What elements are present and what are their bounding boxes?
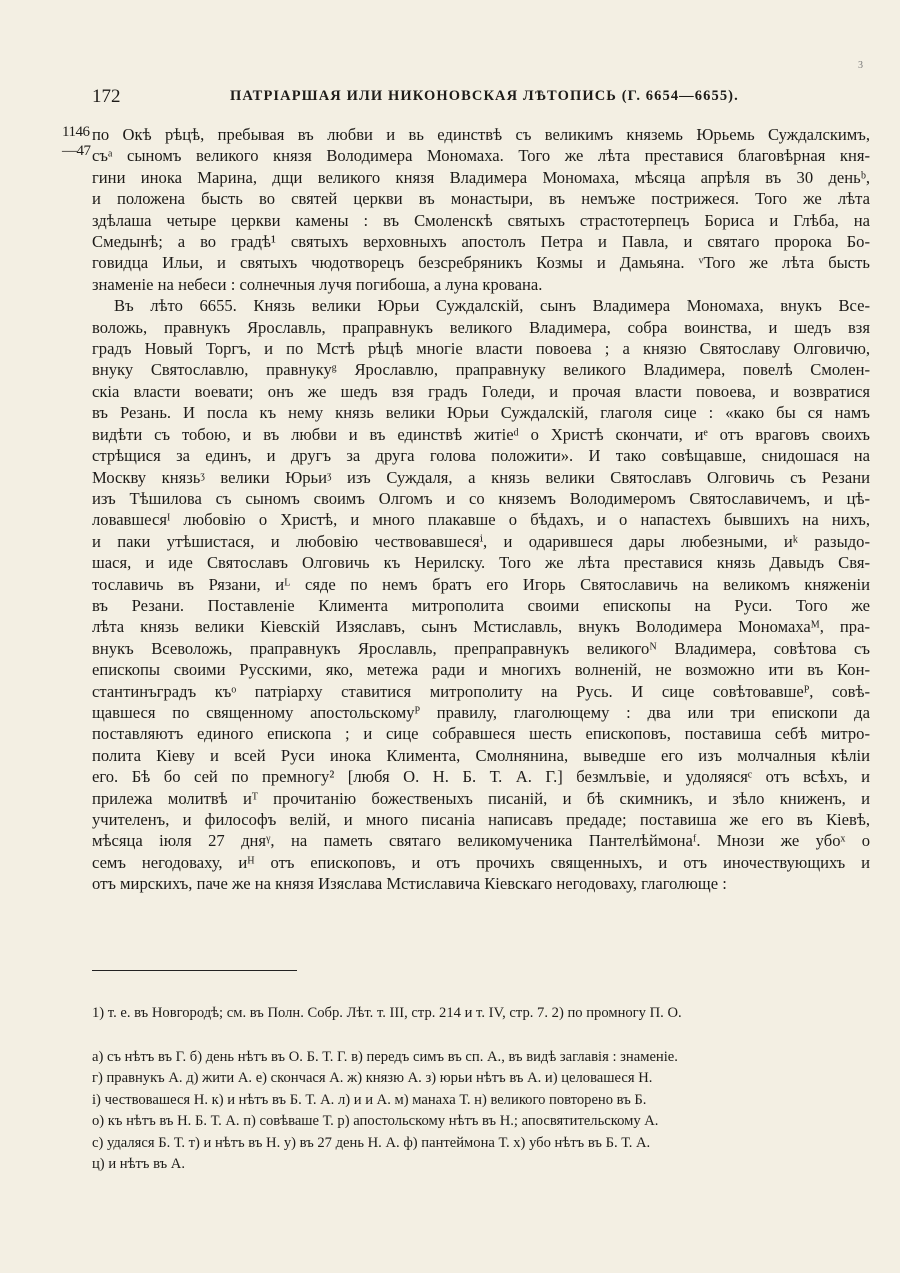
text-line: съᵃ сыномъ великого князя Володимера Мономаха. Того же лѣта преставися благовѣрная кня- [92, 146, 870, 166]
text-line: Въ лѣто 6655. Князь велики Юрьи Суждалскій, сынъ Владимера Мономаха, внукъ Все- [114, 296, 870, 316]
text-line: видѣти съ тобою, и въ любви и въ единствѣ житіеᵈ о Христѣ скончати, иᵉ отъ враговъ своихъ [92, 424, 870, 444]
text-line: стантинъградъ къᵒ патріарху ставитися митрополиту на Русь. И сице совѣтовавшеᴾ, совѣ- [92, 681, 870, 701]
text-line: его. Бѣ бо сей по премногу² [любя О. Н. Б. Т. А. Г.] безмлъвіе, и удоляясяᶜ отъ всѣхъ, и [92, 767, 870, 787]
text-line: градъ Новый Торгъ, и по Мстѣ рѣцѣ многіе власти повоева ; а князю Святославу Олговичю, [92, 339, 870, 359]
text-line: шася, и иде Святославъ Олговичь къ Нерилску. Того же лѣта преставися князь Давыдъ Свя- [92, 553, 870, 573]
page-number: 172 [92, 86, 121, 107]
text-line: воложь, правнукъ Ярославль, праправнукъ великого Владимера, собра воинства, и шедъ взя [92, 317, 870, 337]
text-line: полита Кіеву и всей Руси инока Климента, Смолнянина, выведше его изъ молчалныя кѣліи [92, 745, 870, 765]
text-line: мѣсяца іюля 27 дняᵞ, на паметь святаго великомученика Пантелѣймонаᶠ. Мнози же убоˣ о [92, 831, 870, 851]
text-line: говидца Ильи, и святыхъ чюдотворецъ безсребряникъ Козмы и Дамьяна. ᵛТого же лѣта бысть [92, 253, 870, 273]
text-line: изъ Тѣшилова съ сыномъ своимъ Олгомъ и со княземъ Володимеромъ Святославичемъ, и цѣ- [92, 488, 870, 508]
text-line: учителенъ, и философъ велій, и много писаніа написавъ предаде; поставиша же его въ Кіевѣ, [92, 810, 870, 829]
text-line: Смедынѣ; а во градѣ¹ святыхъ верховныхъ апостолъ Петра и Павла, и святаго пророка Бо- [92, 232, 870, 252]
text-line: стрѣщися за единъ, и другъ за друга голова положити». И тако совѣщавше, снидошася на [92, 446, 870, 466]
text-line: по Окѣ рѣцѣ, пребывая въ любви и вь единствѣ съ великимъ княземь Юрьемь Суждалскимъ, [92, 125, 870, 144]
text-line: отъ мирскихъ, паче же на князя Изяслава Мстиславича Кіевскаго негодоваху, глаголюще : [92, 874, 727, 894]
text-line: Москву князьᶾ велики Юрьиᶾ изъ Суждаля, а князь велики Святославъ Олговичь съ Резани [92, 467, 870, 487]
text-line: скіа власти воевати; онъ же шедъ взя градъ Голеди, и прочая власти повоева, и возвратися [92, 381, 870, 401]
text-line: гини инока Марина, дщи великого князя Владимера Мономаха, мѣсяца апрѣля въ 30 деньᵇ, [92, 167, 870, 187]
variant-line: і) чествовашеся Н. к) и нѣтъ въ Б. Т. А. л) и и А. м) манаха Т. н) великого повторено въ Б. [92, 1091, 647, 1108]
footnotes [92, 1003, 870, 1024]
text-line: щавшеся по священному апостольскомуᴾ правилу, глаголющему : два или три епископи да [92, 702, 870, 722]
variant-readings [92, 1047, 870, 1175]
text-line: тославичь въ Рязани, иᴸ сяде по немъ братъ его Игорь Святославичь на великомъ княженіи [92, 574, 870, 594]
text-line: лѣта князь велики Кіевскій Изяславъ, сынъ Мстиславль, внукъ Володимера Мономахаᴹ, пра- [92, 617, 870, 637]
variant-line: а) съ нѣтъ въ Г. б) день нѣтъ въ О. Б. Т. Г. в) передъ симъ въ сп. А., въ видѣ заглавія : знаменіе. [92, 1049, 678, 1065]
text-line: ловавшесяᴵ любовію о Христѣ, и много плакавше о бѣдахъ, и о напастехъ бывшихъ на нихъ, [92, 510, 870, 530]
text-line: поставляютъ единого епископа ; и сице собравшеся шесть епископовъ, поставиша себѣ митро- [92, 724, 870, 744]
text-line: епископы своими Русскими, яко, метежа ради и многихъ волненій, не возможно ити въ Кон- [92, 660, 870, 680]
text-line: и положена бысть во святей церкви въ монастыри, въ немъже пострижеся. Того же лѣта [92, 189, 870, 209]
text-line: внуку Святославлю, правнукуᵍ Ярославлю, праправнуку великого Владимера, повелѣ Смолен- [92, 360, 870, 380]
margin-year-end: —47 [62, 143, 91, 159]
footnote-rule [92, 970, 297, 971]
variant-line: ц) и нѣтъ въ А. [92, 1156, 185, 1173]
text-line: семъ негодоваху, иᴴ отъ епископовъ, и отъ прочихъ священныхъ, и отъ иночествующихъ и [92, 852, 870, 872]
text-line: и паки утѣшистася, и любовію чествовавшесяⁱ, и одарившеся дары любезными, иᵏ разыдо- [92, 531, 870, 551]
variant-line: с) удаляся Б. Т. т) и нѣтъ въ Н. у) въ 27 день Н. А. ф) пантеймона Т. х) убо нѣтъ въ Б. Т. А. [92, 1134, 651, 1151]
margin-year-start: 1146 [62, 124, 90, 140]
chronicle-text [92, 124, 870, 895]
footnote-line: 1) т. е. въ Новгородѣ; см. въ Полн. Собр. Лѣт. т. III, стр. 214 и т. IV, стр. 7. 2) по промногу П. О. [92, 1005, 682, 1021]
variant-line: о) къ нѣтъ въ Н. Б. Т. А. п) совѣваше Т. р) апостольскому нѣтъ въ Н.; апосвятительскому А. [92, 1113, 659, 1130]
text-line: внукъ Всеволожь, праправнукъ Ярославль, препраправнукъ великогоᴺ Владимера, совѣтова съ [92, 638, 870, 658]
variant-line: г) правнукъ А. д) жити А. е) скончася А. ж) князю А. з) юрьи нѣтъ въ А. и) целовашеся Н. [92, 1070, 653, 1087]
text-line: здѣлаша четыре церкви камены : въ Смоленскѣ святыхъ страстотерпецъ Бориса и Глѣба, на [92, 210, 870, 230]
text-line: знаменіе на небеси : солнечныя лучя погибоша, а луна крована. [92, 274, 543, 294]
text-line: прилежа молитвѣ иᵀ прочитанію божественыхъ писаній, и бѣ скимникъ, и зѣло книженъ, и [92, 788, 870, 808]
corner-mark: 3 [858, 60, 863, 71]
text-line: въ Резань. И посла къ нему князь велики Юрьи Суждалскій, глаголя сице : «како бы ся намъ [92, 403, 870, 423]
running-title: ПАТРІАРШАЯ ИЛИ НИКОНОВСКАЯ ЛѢТОПИСЬ (Г. 6654—6655). [230, 88, 739, 104]
page-header [92, 86, 870, 112]
text-line: въ Резани. Поставленіе Климента митрополита своими епископы на Руси. Того же [92, 595, 870, 615]
